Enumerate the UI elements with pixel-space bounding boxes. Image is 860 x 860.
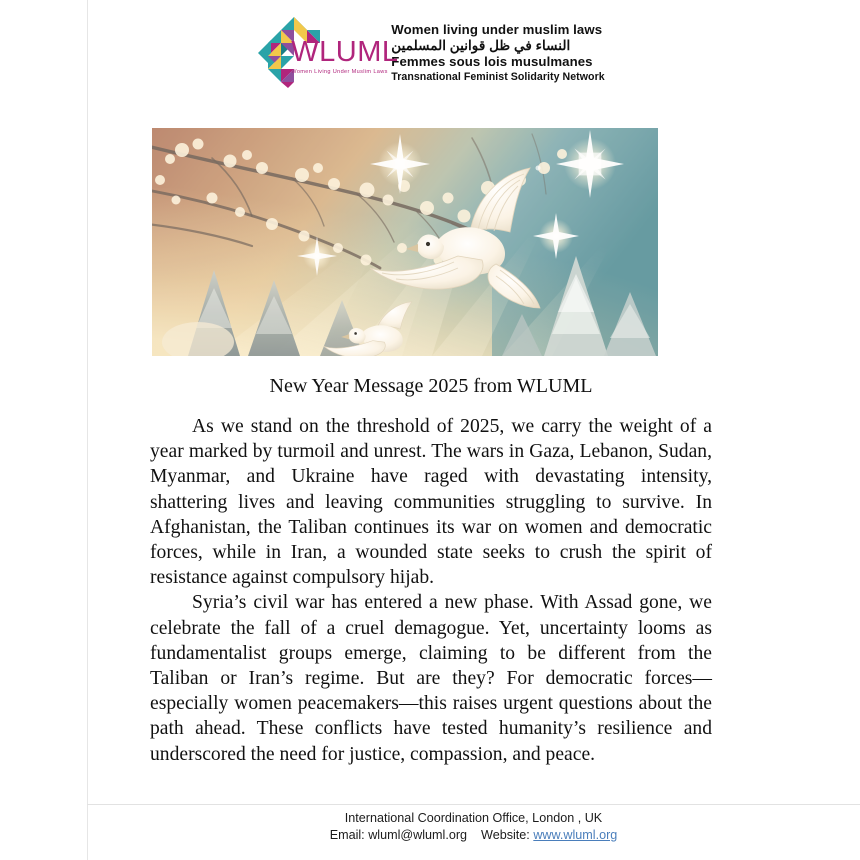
body-paragraph-1: As we stand on the threshold of 2025, we carry the weight of a year marked by turmoil and unrest. The wars in Gaza, Lebanon, Sudan, Myanmar, and Ukraine have raged with devastating intensity, shattering lives and leaving communities struggling to survive. In Afghanistan, the Taliban continues its war on women and democratic forces, while in Iran, a wounded state seeks to crush the spirit of resistance against compulsory hijab. bbox=[150, 416, 712, 589]
footer-email-value[interactable]: wluml@wluml.org bbox=[368, 828, 468, 842]
footer-website-link[interactable]: www.wluml.org bbox=[533, 828, 618, 842]
footer-contact-line bbox=[87, 827, 860, 844]
hero-image bbox=[152, 128, 658, 356]
letterhead bbox=[0, 12, 860, 92]
org-name-english: Women living under muslim laws bbox=[391, 21, 603, 37]
logo-wordmark-text: WLUML bbox=[291, 36, 399, 68]
footer-website-label: Website: bbox=[481, 828, 530, 842]
org-name-arabic: النساء في ظل قوانين المسلمين bbox=[391, 37, 571, 53]
org-name-french: Femmes sous lois musulmanes bbox=[391, 54, 593, 70]
hero-illustration bbox=[152, 128, 658, 356]
page-footer bbox=[87, 810, 860, 844]
letter-body bbox=[150, 414, 712, 767]
page-gutter-line bbox=[87, 0, 88, 860]
footer-email-label: Email: bbox=[329, 828, 365, 842]
footer-divider bbox=[87, 804, 860, 805]
organisation-name-block bbox=[391, 20, 604, 85]
footer-office-line: International Coordination Office, London , UK bbox=[344, 811, 603, 825]
logo-tagline: Women Living Under Muslim Laws bbox=[291, 69, 388, 75]
logo-wordmark-block bbox=[291, 36, 399, 82]
document-title: New Year Message 2025 from WLUML bbox=[269, 375, 593, 397]
body-paragraph-2: Syria’s civil war has entered a new phase. With Assad gone, we celebrate the fall of a cruel demagogue. Yet, uncertainty looms as fundamentalist groups emerge, claiming to be different from the Taliban or Iran’s regime. But are they? For democratic forces—especially women peacemakers—this raises urgent questions about the path ahead. These conflicts have tested humanity’s resilience and underscored the need for justice, compassion, and peace. bbox=[150, 592, 712, 765]
org-descriptor: Transnational Feminist Solidarity Network bbox=[391, 71, 605, 84]
wluml-logo bbox=[255, 12, 399, 92]
